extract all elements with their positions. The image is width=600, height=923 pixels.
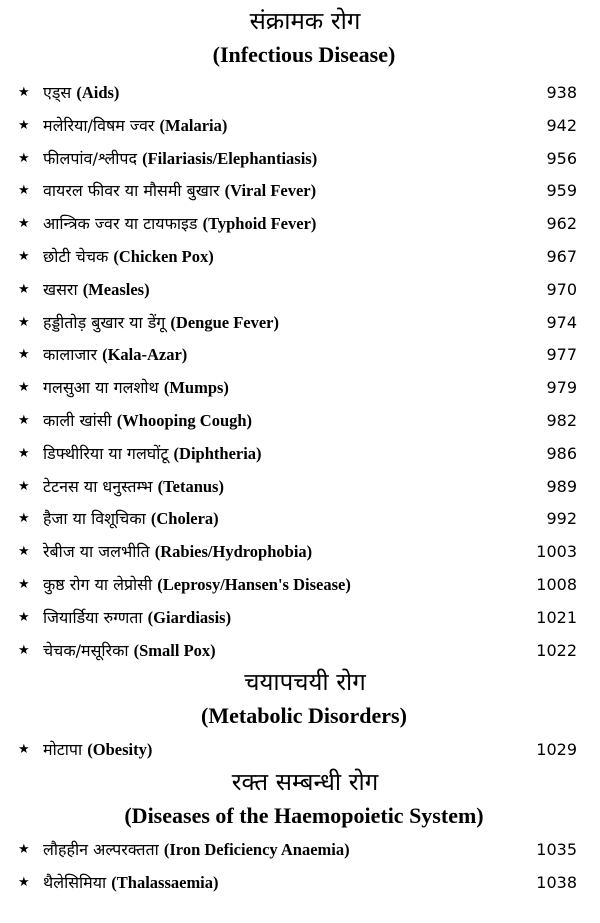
section-heading-english: (Infectious Disease) <box>212 42 396 67</box>
entry-title-hindi: फीलपांव/श्लीपद <box>43 148 138 168</box>
entry-title <box>43 405 252 438</box>
toc-entry <box>0 143 600 176</box>
toc-entry <box>0 307 600 340</box>
toc-entry <box>0 208 600 241</box>
section-heading-english: (Metabolic Disorders) <box>201 703 407 729</box>
entry-title-hindi: आन्त्रिक ज्वर या टायफाइड <box>43 214 198 234</box>
entry-title-hindi: मोटापा <box>43 740 83 760</box>
entry-title-hindi: छोटी चेचक <box>43 246 109 266</box>
entry-title-english: (Aids) <box>76 83 120 102</box>
entry-title <box>43 339 187 372</box>
entry-title-english: (Kala-Azar) <box>102 345 188 365</box>
entry-title <box>43 635 216 668</box>
star-bullet-icon: ★ <box>18 874 30 890</box>
toc-entry <box>0 471 600 504</box>
entry-page-number: 956 <box>546 148 577 168</box>
entry-page-number: 959 <box>546 181 577 201</box>
entry-title-english: (Small Pox) <box>133 640 216 660</box>
entry-page-number: 1022 <box>536 640 577 660</box>
section-infectious <box>0 6 600 667</box>
entry-page-number: 986 <box>546 443 577 463</box>
entry-title-hindi: जियार्डिया रुग्णता <box>43 607 143 627</box>
toc-entry <box>0 635 600 668</box>
entry-title-english: (Diphtheria) <box>173 443 262 463</box>
entry-page-number: 967 <box>546 246 577 266</box>
entry-title-hindi: कालाजार <box>43 345 97 365</box>
entry-title <box>43 867 219 900</box>
entry-title-hindi: एड्स <box>43 83 72 102</box>
entry-title-hindi: गलसुआ या गलशोथ <box>43 378 159 398</box>
entry-page-number: 979 <box>546 378 577 398</box>
entry-title-hindi: हड्डीतोड़ बुखार या डेंगू <box>43 312 166 332</box>
entry-page-number: 942 <box>546 115 577 135</box>
star-bullet-icon: ★ <box>18 314 30 330</box>
toc-entry <box>0 602 600 635</box>
entry-title-english: (Rabies/Hydrophobia) <box>154 542 313 562</box>
entry-page-number: 1021 <box>536 607 577 627</box>
star-bullet-icon: ★ <box>18 380 30 396</box>
toc-entry <box>0 339 600 372</box>
entry-page-number: 974 <box>546 312 577 332</box>
entry-page-number: 992 <box>546 509 577 529</box>
star-bullet-icon: ★ <box>18 478 30 494</box>
entry-title-english: (Cholera) <box>150 509 219 529</box>
entry-title-english: (Filariasis/Elephantiasis) <box>142 148 318 168</box>
star-bullet-icon: ★ <box>18 445 30 461</box>
entry-page-number: 977 <box>546 345 577 365</box>
entry-page-number: 938 <box>546 83 577 102</box>
section-heading-english: (Diseases of the Haemopoietic System) <box>124 803 484 829</box>
entry-title <box>43 143 317 176</box>
entry-page-number: 982 <box>546 410 577 430</box>
star-bullet-icon: ★ <box>18 544 30 560</box>
star-bullet-icon: ★ <box>18 183 30 199</box>
section-heading-hindi: चयापचयी रोग <box>244 668 366 697</box>
entry-title <box>43 438 262 471</box>
star-bullet-icon: ★ <box>18 150 30 166</box>
entry-title <box>43 536 312 569</box>
entry-title-english: (Dengue Fever) <box>170 312 279 332</box>
entry-title-hindi: लौहहीन अल्परक्तता <box>43 840 159 860</box>
toc-entry <box>0 274 600 307</box>
entry-title <box>43 274 150 307</box>
toc-entry <box>0 77 600 110</box>
entry-title <box>43 503 219 536</box>
toc-entry <box>0 110 600 143</box>
section-haemopoietic <box>0 767 600 900</box>
entry-title <box>43 307 279 340</box>
entry-title-english: (Viral Fever) <box>224 181 317 201</box>
entry-title-hindi: वायरल फीवर या मौसमी बुखार <box>43 181 220 201</box>
star-bullet-icon: ★ <box>18 248 30 264</box>
entry-title-english: (Thalassaemia) <box>111 872 219 892</box>
entry-title-english: (Chicken Pox) <box>113 246 214 266</box>
star-bullet-icon: ★ <box>18 281 30 297</box>
entry-title-english: (Whooping Cough) <box>116 410 253 430</box>
toc-entry <box>0 867 600 900</box>
entry-title-english: (Measles) <box>82 279 150 299</box>
entry-page-number: 970 <box>546 279 577 299</box>
entry-title-english: (Typhoid Fever) <box>202 214 317 234</box>
entry-title <box>43 471 224 504</box>
entry-title-hindi: चेचक/मसूरिका <box>43 640 129 660</box>
entry-title-english: (Leprosy/Hansen's Disease) <box>157 574 351 594</box>
toc-entry <box>0 536 600 569</box>
entry-title <box>43 602 231 635</box>
entry-title-english: (Iron Deficiency Anaemia) <box>163 840 350 860</box>
entry-title-english: (Tetanus) <box>157 476 224 496</box>
toc-entry <box>0 569 600 602</box>
entry-title <box>43 175 316 208</box>
entry-page-number: 989 <box>546 476 577 496</box>
entry-title-hindi: मलेरिया/विषम ज्वर <box>43 115 155 135</box>
entry-title-hindi: डिफ्थीरिया या गलघोंटू <box>43 443 169 463</box>
entry-title-english: (Giardiasis) <box>147 607 232 627</box>
entry-title <box>43 372 229 405</box>
section-metabolic <box>0 667 600 767</box>
toc-entry <box>0 438 600 471</box>
entry-title-hindi: थैलेसिमिया <box>43 872 107 892</box>
entry-page-number: 962 <box>546 214 577 234</box>
entry-title <box>43 110 227 143</box>
entry-title <box>43 208 316 241</box>
entry-title <box>43 569 351 602</box>
star-bullet-icon: ★ <box>18 117 30 133</box>
toc-entry <box>0 734 600 767</box>
toc-entry <box>0 241 600 274</box>
star-bullet-icon: ★ <box>18 609 30 625</box>
star-bullet-icon: ★ <box>18 85 30 100</box>
toc-entry <box>0 372 600 405</box>
toc-entry <box>0 834 600 867</box>
entry-page-number: 1003 <box>536 542 577 562</box>
entry-page-number: 1038 <box>536 872 577 892</box>
star-bullet-icon: ★ <box>18 742 30 758</box>
entry-title <box>43 734 152 767</box>
star-bullet-icon: ★ <box>18 216 30 232</box>
star-bullet-icon: ★ <box>18 412 30 428</box>
star-bullet-icon: ★ <box>18 842 30 858</box>
entry-title <box>43 77 119 110</box>
entry-title-hindi: काली खांसी <box>43 410 112 430</box>
entry-title-hindi: हैजा या विशूचिका <box>43 509 146 529</box>
entry-title <box>43 834 350 867</box>
entry-title <box>43 241 214 274</box>
star-bullet-icon: ★ <box>18 642 30 658</box>
entry-title-english: (Mumps) <box>163 378 229 398</box>
star-bullet-icon: ★ <box>18 347 30 363</box>
section-heading-hindi: रक्त सम्बन्धी रोग <box>231 768 379 797</box>
entry-title-english: (Obesity) <box>87 740 153 760</box>
toc-entry <box>0 405 600 438</box>
entry-title-hindi: रेबीज या जलभीति <box>43 542 150 562</box>
star-bullet-icon: ★ <box>18 576 30 592</box>
entry-title-hindi: कुष्ठ रोग या लेप्रोसी <box>43 574 153 594</box>
entry-page-number: 1008 <box>536 574 577 594</box>
entry-title-english: (Malaria) <box>159 115 228 135</box>
star-bullet-icon: ★ <box>18 511 30 527</box>
entry-title-hindi: खसरा <box>43 279 78 299</box>
toc-entry <box>0 175 600 208</box>
section-heading-hindi: संक्रामक रोग <box>249 7 361 35</box>
entry-page-number: 1035 <box>536 840 577 860</box>
entry-page-number: 1029 <box>536 740 577 760</box>
toc-entry <box>0 503 600 536</box>
entry-title-hindi: टेटनस या धनुस्तम्भ <box>43 476 153 496</box>
